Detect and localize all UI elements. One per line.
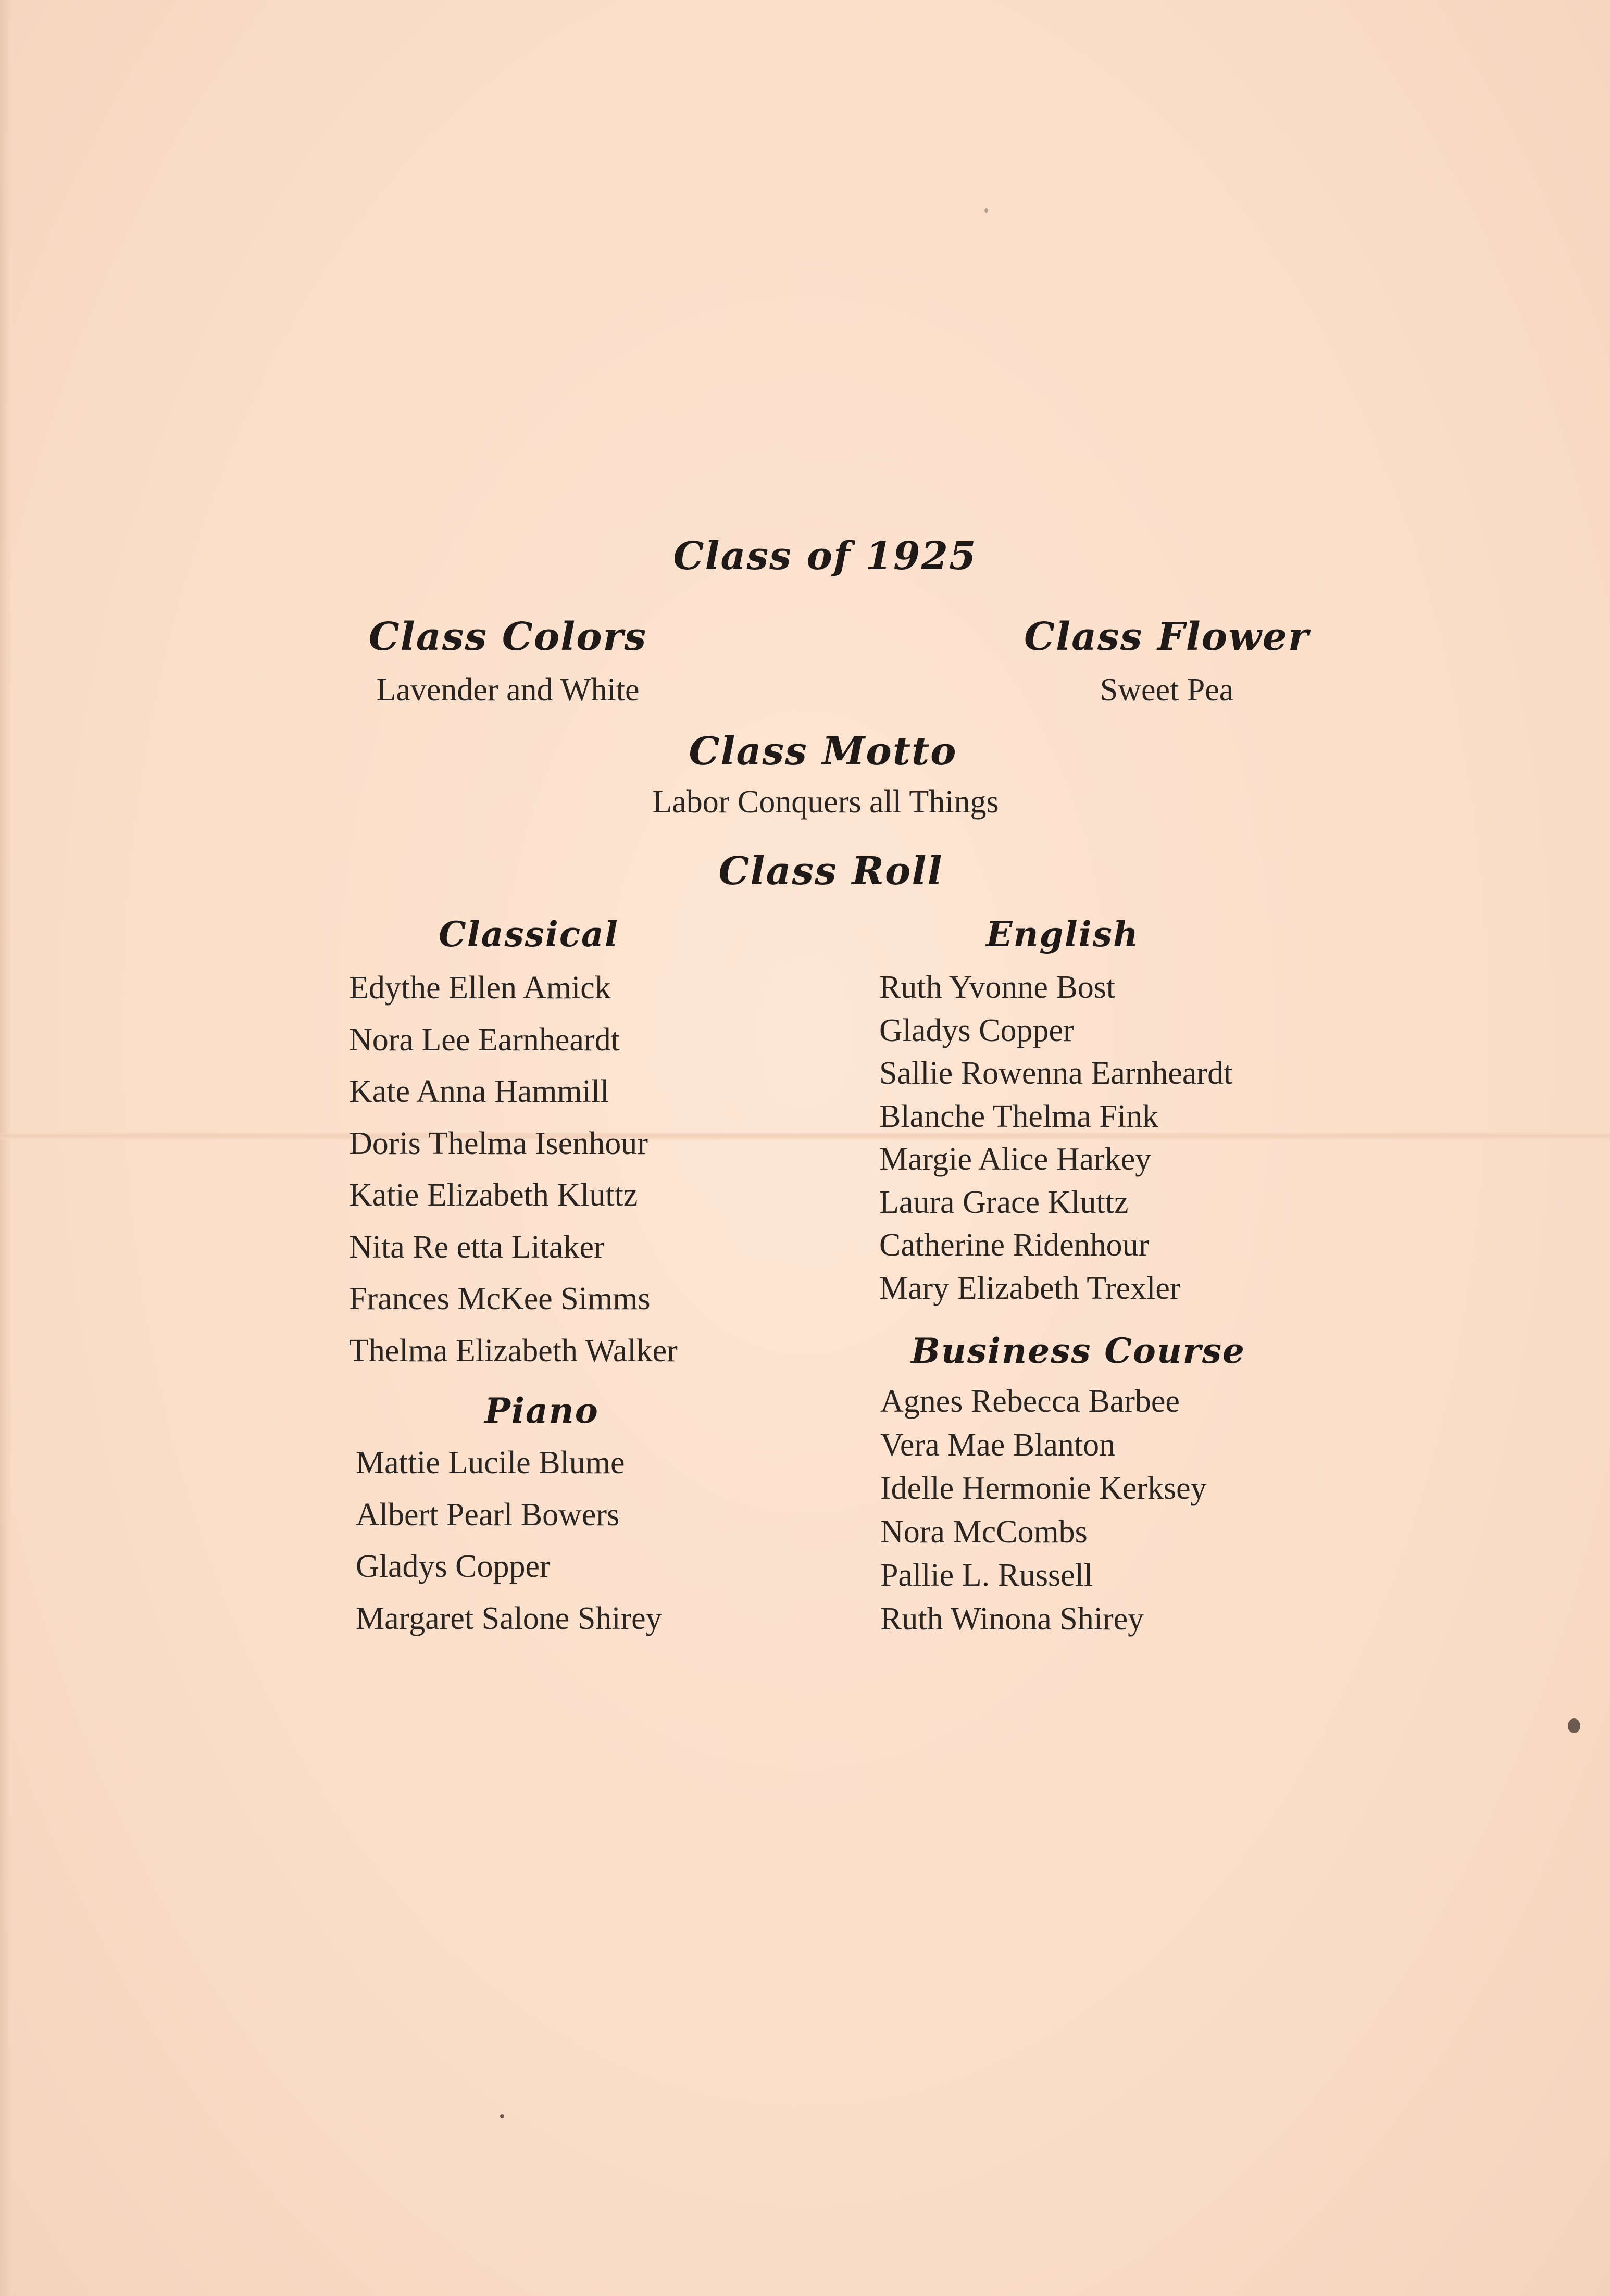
class-flower-value: Sweet Pea [1100, 672, 1234, 708]
classical-heading: Classical [439, 914, 619, 955]
list-item: Albert Pearl Bowers [356, 1497, 620, 1533]
list-item: Doris Thelma Isenhour [349, 1125, 648, 1161]
class-colors-heading: Class Colors [368, 614, 647, 659]
list-item: Margie Alice Harkey [879, 1141, 1152, 1177]
list-item: Sallie Rowenna Earnheardt [879, 1056, 1233, 1091]
list-item: Nora Lee Earnheardt [349, 1022, 620, 1058]
list-item: Pallie L. Russell [880, 1558, 1093, 1593]
list-item: Katie Elizabeth Kluttz [349, 1177, 638, 1213]
list-item: Thelma Elizabeth Walker [349, 1333, 678, 1369]
list-item: Idelle Hermonie Kerksey [880, 1471, 1207, 1506]
list-item: Ruth Winona Shirey [880, 1601, 1144, 1637]
page-edge-shadow [0, 0, 11, 2296]
ink-speck [1568, 1718, 1580, 1733]
list-item: Vera Mae Blanton [880, 1427, 1116, 1463]
business-course-heading: Business Course [911, 1331, 1245, 1371]
classical-list [349, 962, 678, 1377]
class-flower-heading: Class Flower [1024, 614, 1309, 659]
list-item: Margaret Salone Shirey [356, 1600, 662, 1636]
ink-speck [984, 208, 988, 213]
list-item: Gladys Copper [879, 1012, 1074, 1048]
list-item: Ruth Yvonne Bost [879, 970, 1116, 1005]
english-heading: English [986, 914, 1139, 955]
english-list [879, 966, 1232, 1310]
class-motto-heading: Class Motto [689, 729, 957, 774]
class-colors-value: Lavender and White [376, 672, 640, 708]
piano-heading: Piano [484, 1390, 599, 1431]
list-item: Frances McKee Simms [349, 1281, 651, 1316]
paper-fold-crease [0, 1133, 1610, 1140]
list-item: Agnes Rebecca Barbee [880, 1384, 1180, 1419]
list-item: Edythe Ellen Amick [349, 970, 611, 1006]
piano-list [356, 1437, 662, 1645]
ink-speck [500, 2114, 504, 2118]
list-item: Nita Re etta Litaker [349, 1229, 605, 1265]
list-item: Nora McCombs [880, 1514, 1088, 1550]
list-item: Gladys Copper [356, 1549, 551, 1584]
page-title: Class of 1925 [673, 534, 977, 579]
list-item: Kate Anna Hammill [349, 1074, 609, 1109]
class-motto-value: Labor Conquers all Things [652, 784, 999, 820]
list-item: Catherine Ridenhour [879, 1227, 1150, 1263]
business-course-list [880, 1380, 1207, 1641]
list-item: Laura Grace Kluttz [879, 1184, 1129, 1220]
list-item: Mattie Lucile Blume [356, 1445, 625, 1481]
class-roll-heading: Class Roll [718, 849, 943, 894]
list-item: Blanche Thelma Fink [879, 1098, 1159, 1134]
list-item: Mary Elizabeth Trexler [879, 1270, 1181, 1306]
